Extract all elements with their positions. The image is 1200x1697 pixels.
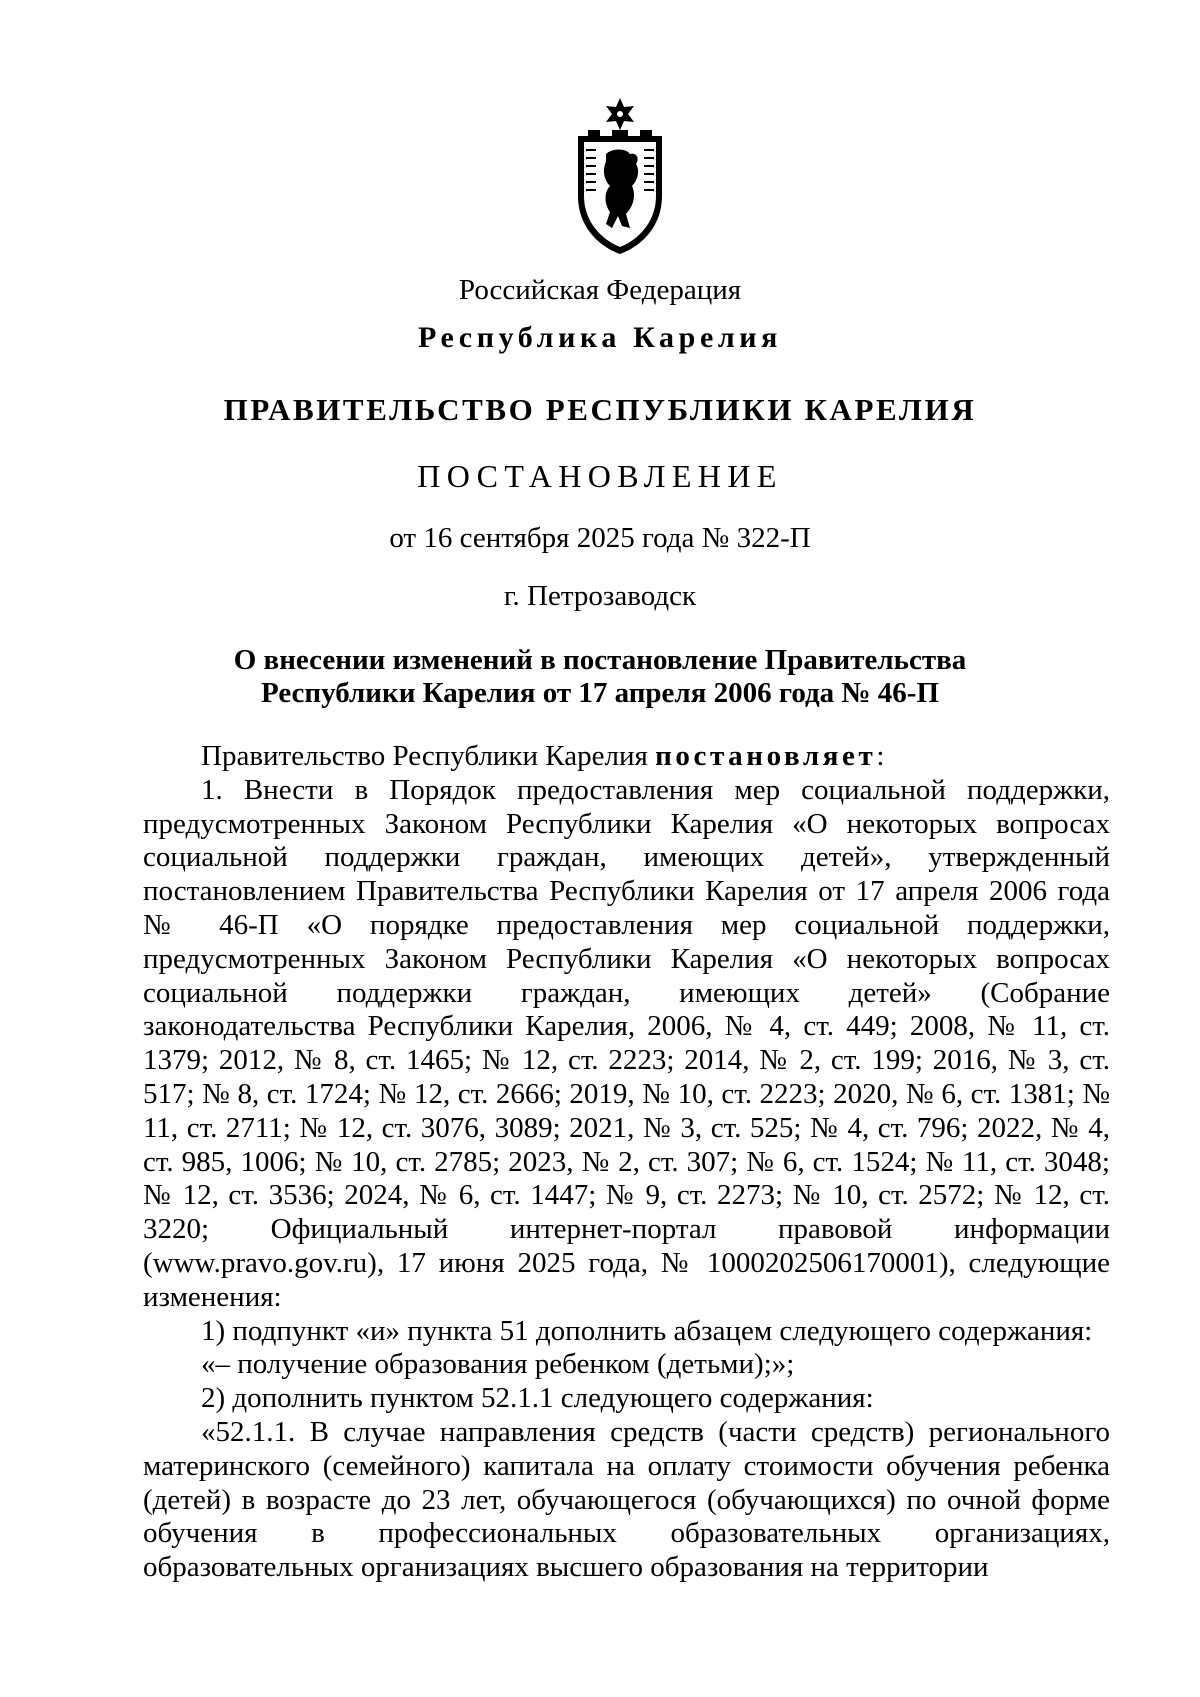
intro-verb: постановляет xyxy=(655,740,877,772)
government-name: ПРАВИТЕЛЬСТВО РЕСПУБЛИКИ КАРЕЛИЯ xyxy=(223,392,977,427)
intro-prefix: Правительство Республики Карелия xyxy=(201,740,656,772)
document-type: ПОСТАНОВЛЕНИЕ xyxy=(417,458,783,494)
karelia-coat-of-arms-icon xyxy=(570,96,670,256)
country-name: Российская Федерация xyxy=(458,274,742,306)
intro-suffix: : xyxy=(876,740,885,772)
republic-name: Республика Карелия xyxy=(417,321,783,354)
document-subject xyxy=(0,644,1200,710)
document-body xyxy=(143,740,1110,1585)
sub-item-2-paragraph: 2) дополнить пунктом 52.1.1 следующего содержания: xyxy=(201,1382,874,1415)
sub-item-2-quote: «52.1.1. В случае направления средств (части средств) регионального материнского (семейного) капитала на оплату стоимости обучения ребенка (детей) в возрасте до 23 лет, обучающегося (обучающихся) по очной форме обучения в профессиональных образовательных организациях, образовательных организациях высшего образования на территории xyxy=(143,1415,1110,1584)
subject-line-2: Республики Карелия от 17 апреля 2006 года № 46-П xyxy=(260,677,940,709)
document-date-number: от 16 сентября 2025 года № 322-П xyxy=(389,522,811,554)
item-1-paragraph: 1. Внести в Порядок предоставления мер социальной поддержки, предусмотренных Законом Республики Карелия «О некоторых вопросах социальной поддержки граждан, имеющих детей», утвержденный постановлением Правительства Республики Карелия от 17 апреля 2006 года № 46-П «О порядке предоставления мер социальной поддержки, предусмотренных Законом Республики Карелия «О некоторых вопросах социальной поддержки граждан, имеющих детей» (Собрание законодательства Республики Карелия, 2006, № 4, ст. 449; 2008, № 11, ст. 1379; 2012, № 8, ст. 1465; № 12, ст. 2223; 2014, № 2, ст. 199; 2016, № 3, ст. 517; № 8, ст. 1724; № 12, ст. 2666; 2019, № 10, ст. 2223; 2020, № 6, ст. 1381; № 11, ст. 2711; № 12, ст. 3076, 3089; 2021, № 3, ст. 525; № 4, ст. 796; 2022, № 4, ст. 985, 1006; № 10, ст. 2785; 2023, № 2, ст. 307; № 6, ст. 1524; № 11, ст. 3048; № 12, ст. 3536; 2024, № 6, ст. 1447; № 9, ст. 2273; № 10, ст. 2572; № 12, ст. 3220; Официальный интернет-портал правовой информации (www.pravo.gov.ru), 17 июня 2025 года, № 1000202506170001), следующие изменения: xyxy=(143,773,1110,1313)
sub-item-1-paragraph: 1) подпункт «и» пункта 51 дополнить абзацем следующего содержания: xyxy=(201,1314,1093,1347)
subject-line-1: О внесении изменений в постановление Правительства xyxy=(233,644,967,676)
document-city: г. Петрозаводск xyxy=(503,580,697,612)
sub-item-1-quote: «– получение образования ребенком (детьми);»; xyxy=(201,1348,795,1381)
intro-paragraph xyxy=(143,740,1110,774)
